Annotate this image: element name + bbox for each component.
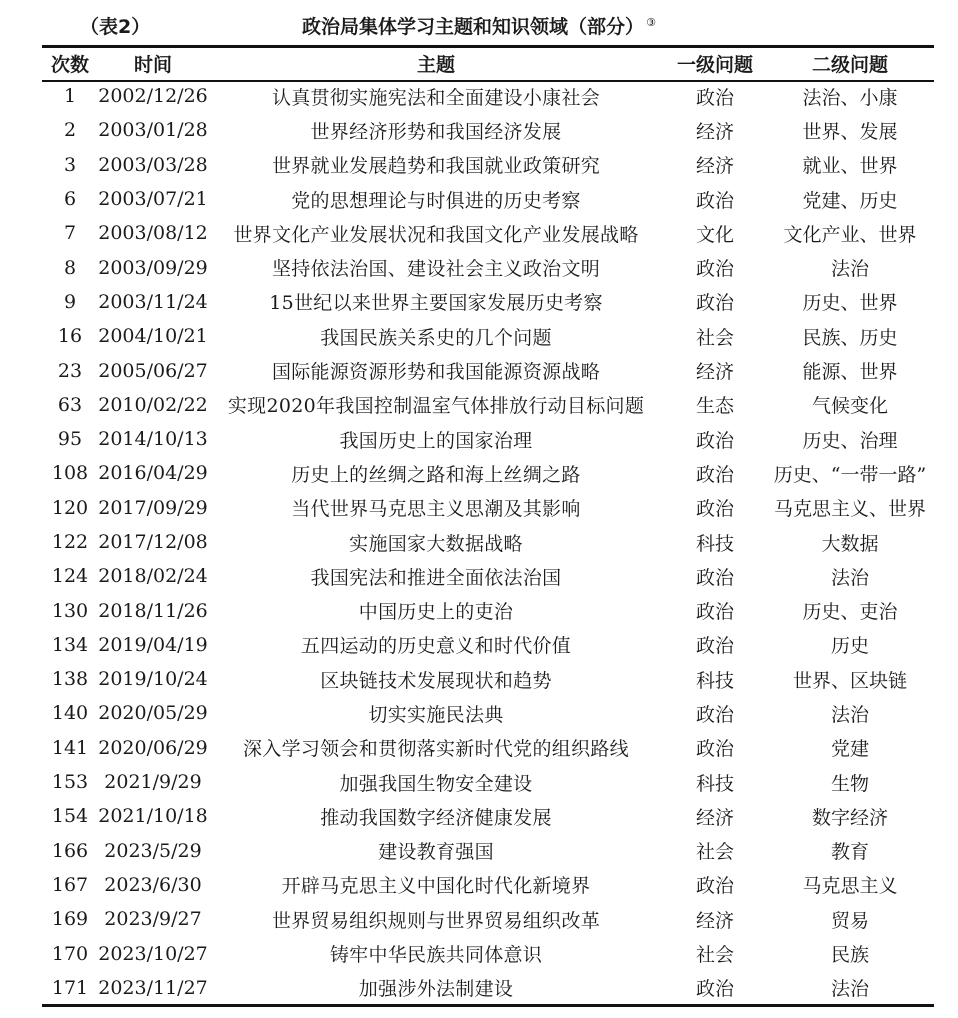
session-number-cell: 169 <box>51 908 89 931</box>
primary-issue-cell: 生态 <box>695 395 734 418</box>
table-row <box>42 662 934 696</box>
date-cell: 2021/10/18 <box>98 805 208 828</box>
session-number-cell: 171 <box>51 976 89 999</box>
primary-issue-cell: 经济 <box>695 155 734 178</box>
table-title-text: 政治局集体学习主题和知识领域（部分） <box>302 16 645 38</box>
date-cell: 2023/10/27 <box>98 942 208 965</box>
secondary-issue-cell: 世界、发展 <box>802 120 898 143</box>
table-row <box>42 971 934 1005</box>
topic-cell: 当代世界马克思主义思潮及其影响 <box>291 498 581 521</box>
secondary-issue-cell: 世界、区块链 <box>792 669 907 692</box>
date-cell: 2003/01/28 <box>98 119 208 142</box>
primary-issue-cell: 政治 <box>695 875 734 898</box>
secondary-issue-cell: 马克思主义 <box>802 875 898 898</box>
table-row <box>42 593 934 627</box>
secondary-issue-cell: 大数据 <box>821 532 879 555</box>
primary-issue-cell: 政治 <box>695 292 734 315</box>
primary-issue-cell: 经济 <box>695 806 734 829</box>
primary-issue-cell: 科技 <box>695 772 734 795</box>
secondary-issue-cell: 历史 <box>830 635 869 658</box>
session-number-cell: 63 <box>57 393 83 416</box>
table-caption <box>0 10 958 40</box>
topic-cell: 世界文化产业发展状况和我国文化产业发展战略 <box>233 223 639 246</box>
session-number-cell: 153 <box>51 771 89 794</box>
topic-cell: 世界就业发展趋势和我国就业政策研究 <box>271 155 601 178</box>
session-number-cell: 130 <box>51 599 89 622</box>
header-topic: 主题 <box>416 53 455 76</box>
topic-cell: 五四运动的历史意义和时代价值 <box>300 635 572 658</box>
primary-issue-cell: 政治 <box>695 635 734 658</box>
session-number-cell: 138 <box>51 668 89 691</box>
session-number-cell: 7 <box>63 222 77 245</box>
secondary-issue-cell: 文化产业、世界 <box>783 223 917 246</box>
table-row <box>42 319 934 353</box>
study-topics-table <box>42 47 934 1005</box>
topic-cell: 世界经济形势和我国经济发展 <box>310 120 562 143</box>
date-cell: 2018/11/26 <box>98 599 208 622</box>
topic-cell: 国际能源资源形势和我国能源资源战略 <box>271 361 601 384</box>
secondary-issue-cell: 贸易 <box>830 909 869 932</box>
topic-cell: 中国历史上的吏治 <box>358 601 514 624</box>
primary-issue-cell: 经济 <box>695 361 734 384</box>
topic-cell: 历史上的丝绸之路和海上丝绸之路 <box>291 463 581 486</box>
session-number-cell: 141 <box>51 736 89 759</box>
session-number-cell: 95 <box>57 428 83 451</box>
session-number-cell: 170 <box>51 942 89 965</box>
date-cell: 2003/08/12 <box>98 222 208 245</box>
date-cell: 2018/02/24 <box>98 565 208 588</box>
primary-issue-cell: 科技 <box>695 669 734 692</box>
date-cell: 2023/5/29 <box>104 839 202 862</box>
topic-cell: 坚持依法治国、建设社会主义政治文明 <box>271 258 601 281</box>
primary-issue-cell: 经济 <box>695 120 734 143</box>
date-cell: 2004/10/21 <box>98 325 208 348</box>
date-cell: 2023/6/30 <box>104 873 202 896</box>
table-row <box>42 285 934 319</box>
primary-issue-cell: 政治 <box>695 978 734 1001</box>
secondary-issue-cell: 法治 <box>830 258 869 281</box>
table-row <box>42 902 934 936</box>
topic-cell: 推动我国数字经济健康发展 <box>320 806 552 829</box>
table-row <box>42 868 934 902</box>
topic-cell: 我国历史上的国家治理 <box>339 429 533 452</box>
date-cell: 2020/05/29 <box>98 702 208 725</box>
secondary-issue-cell: 党建、历史 <box>802 189 898 212</box>
topic-cell: 区块链技术发展现状和趋势 <box>320 669 552 692</box>
topic-cell: 开辟马克思主义中国化时代化新境界 <box>281 875 591 898</box>
table-number-label: （表2） <box>80 16 151 38</box>
session-number-cell: 9 <box>63 290 77 313</box>
session-number-cell: 122 <box>51 531 89 553</box>
table-row <box>42 936 934 970</box>
secondary-issue-cell: 法治 <box>830 978 869 1001</box>
table-title <box>0 12 958 39</box>
primary-issue-cell: 社会 <box>695 841 734 864</box>
primary-issue-cell: 社会 <box>695 326 734 349</box>
table-row <box>42 182 934 216</box>
primary-issue-cell: 政治 <box>695 258 734 281</box>
header-row <box>42 47 934 79</box>
table-row <box>42 422 934 456</box>
secondary-issue-cell: 数字经济 <box>811 806 888 829</box>
secondary-issue-cell: 生物 <box>830 772 869 795</box>
primary-issue-cell: 政治 <box>695 86 734 109</box>
date-cell: 2005/06/27 <box>98 359 208 382</box>
secondary-issue-cell: 历史、治理 <box>802 429 898 452</box>
secondary-issue-cell: 教育 <box>830 841 869 864</box>
secondary-issue-cell: 法治 <box>830 703 869 726</box>
session-number-cell: 3 <box>63 153 77 176</box>
table-row <box>42 628 934 662</box>
topic-cell: 深入学习领会和贯彻落实新时代党的组织路线 <box>242 738 629 761</box>
table-row <box>42 834 934 868</box>
session-number-cell: 166 <box>51 839 89 862</box>
topic-cell: 世界贸易组织规则与世界贸易组织改革 <box>271 909 601 932</box>
topic-cell: 我国民族关系史的几个问题 <box>320 326 552 349</box>
primary-issue-cell: 政治 <box>695 463 734 486</box>
session-number-cell: 16 <box>57 325 83 348</box>
session-number-cell: 124 <box>51 565 89 588</box>
date-cell: 2003/03/28 <box>98 153 208 176</box>
header-date: 时间 <box>133 53 172 76</box>
date-cell: 2016/04/29 <box>98 462 208 485</box>
table-body <box>42 79 934 1005</box>
table-row <box>42 250 934 284</box>
date-cell: 2020/06/29 <box>98 736 208 759</box>
secondary-issue-cell: 气候变化 <box>811 395 888 418</box>
primary-issue-cell: 科技 <box>695 532 734 555</box>
session-number-cell: 140 <box>51 702 89 725</box>
table-row <box>42 491 934 525</box>
header-primary-issue: 一级问题 <box>676 53 753 76</box>
date-cell: 2002/12/26 <box>98 85 208 108</box>
topic-cell: 15世纪以来世界主要国家发展历史考察 <box>269 292 603 315</box>
secondary-issue-cell: 能源、世界 <box>802 361 898 384</box>
date-cell: 2014/10/13 <box>98 428 208 451</box>
secondary-issue-cell: 法治、小康 <box>802 86 898 109</box>
topic-cell: 实现2020年我国控制温室气体排放行动目标问题 <box>227 395 645 418</box>
session-number-cell: 120 <box>51 496 89 519</box>
primary-issue-cell: 政治 <box>695 189 734 212</box>
table-row <box>42 148 934 182</box>
primary-issue-cell: 政治 <box>695 429 734 452</box>
table-row <box>42 79 934 113</box>
primary-issue-cell: 经济 <box>695 909 734 932</box>
date-cell: 2003/07/21 <box>98 188 208 211</box>
primary-issue-cell: 政治 <box>695 566 734 589</box>
secondary-issue-cell: 民族、历史 <box>802 326 898 349</box>
primary-issue-cell: 政治 <box>695 738 734 761</box>
topic-cell: 加强我国生物安全建设 <box>339 772 533 795</box>
table-row <box>42 799 934 833</box>
table-row <box>42 765 934 799</box>
session-number-cell: 154 <box>51 805 89 828</box>
header-session-number: 次数 <box>50 53 89 76</box>
secondary-issue-cell: 历史、吏治 <box>802 601 898 624</box>
table-row <box>42 525 934 559</box>
primary-issue-cell: 社会 <box>695 944 734 967</box>
topic-cell: 建设教育强国 <box>378 841 494 864</box>
date-cell: 2003/11/24 <box>98 290 208 313</box>
topic-cell: 实施国家大数据战略 <box>349 532 523 555</box>
primary-issue-cell: 政治 <box>695 601 734 624</box>
secondary-issue-cell: 历史、世界 <box>802 292 898 315</box>
date-cell: 2010/02/22 <box>98 393 208 416</box>
secondary-issue-cell: 历史、“一带一路” <box>773 463 927 486</box>
date-cell: 2023/9/27 <box>104 908 202 931</box>
date-cell: 2017/12/08 <box>98 531 208 553</box>
date-cell: 2003/09/29 <box>98 256 208 279</box>
primary-issue-cell: 政治 <box>695 703 734 726</box>
table-row <box>42 216 934 250</box>
table-row <box>42 388 934 422</box>
table-row <box>42 456 934 490</box>
table-row <box>42 353 934 387</box>
secondary-issue-cell: 就业、世界 <box>802 155 898 178</box>
footnote-marker: ③ <box>646 15 656 29</box>
session-number-cell: 108 <box>51 462 89 485</box>
session-number-cell: 1 <box>63 85 77 108</box>
session-number-cell: 6 <box>63 188 77 211</box>
table-row <box>42 559 934 593</box>
date-cell: 2021/9/29 <box>104 771 202 794</box>
primary-issue-cell: 文化 <box>695 223 734 246</box>
topic-cell: 认真贯彻实施宪法和全面建设小康社会 <box>271 86 601 109</box>
secondary-issue-cell: 民族 <box>830 944 869 967</box>
topic-cell: 加强涉外法制建设 <box>358 978 514 1001</box>
date-cell: 2023/11/27 <box>98 976 208 999</box>
topic-cell: 铸牢中华民族共同体意识 <box>329 944 543 967</box>
session-number-cell: 23 <box>57 359 83 382</box>
date-cell: 2019/04/19 <box>98 633 208 656</box>
session-number-cell: 167 <box>51 873 89 896</box>
secondary-issue-cell: 法治 <box>830 566 869 589</box>
table-row <box>42 731 934 765</box>
primary-issue-cell: 政治 <box>695 498 734 521</box>
session-number-cell: 2 <box>63 119 77 142</box>
topic-cell: 党的思想理论与时俱进的历史考察 <box>291 189 581 212</box>
secondary-issue-cell: 马克思主义、世界 <box>773 498 926 521</box>
date-cell: 2019/10/24 <box>98 668 208 691</box>
topic-cell: 切实实施民法典 <box>368 703 504 726</box>
secondary-issue-cell: 党建 <box>830 738 869 761</box>
session-number-cell: 134 <box>51 633 89 656</box>
table-row <box>42 113 934 147</box>
table-row <box>42 696 934 730</box>
header-secondary-issue: 二级问题 <box>811 53 888 76</box>
session-number-cell: 8 <box>63 256 77 279</box>
topic-cell: 我国宪法和推进全面依法治国 <box>310 566 562 589</box>
date-cell: 2017/09/29 <box>98 496 208 519</box>
